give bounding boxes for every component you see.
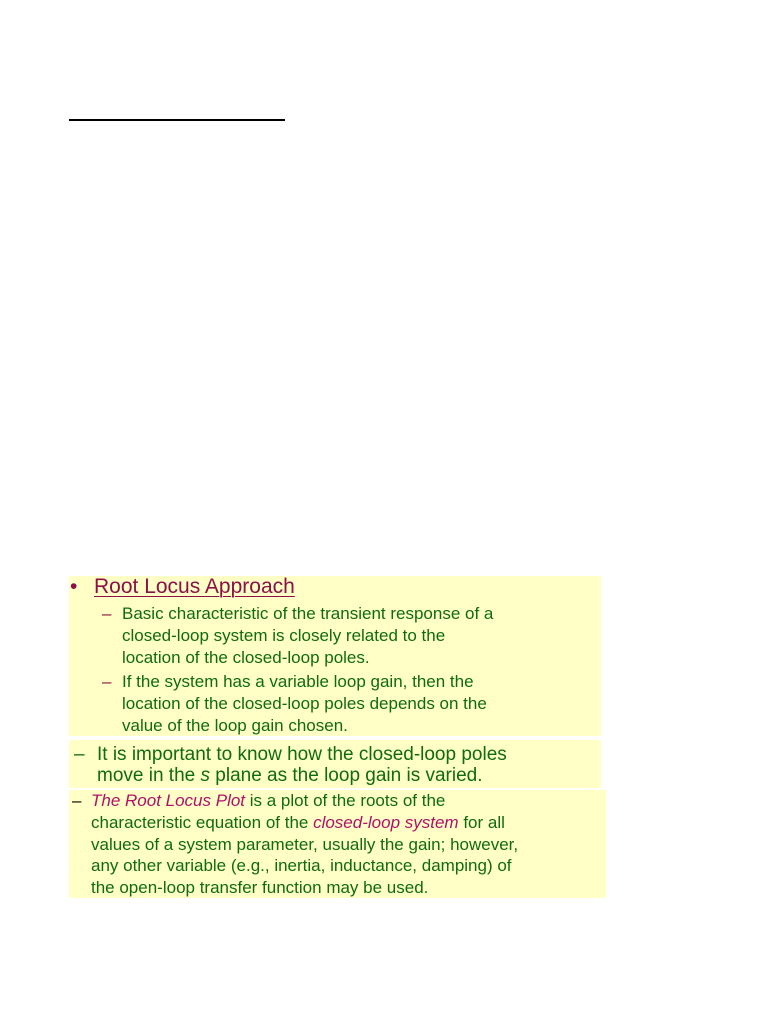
definition-line-3: values of a system parameter, usually the gain; however,	[91, 835, 519, 854]
important-line-1: It is important to know how the closed-loop poles	[97, 744, 507, 765]
sub-item-2-line-3: value of the loop gain chosen.	[122, 716, 348, 735]
root-locus-plot-term: The Root Locus Plot	[91, 791, 246, 810]
definition-line-5: the open-loop transfer function may be used.	[91, 878, 429, 897]
dash-marker: –	[74, 744, 85, 765]
closed-loop-system-term: closed-loop system	[313, 813, 459, 832]
definition-line-2: characteristic equation of the closed-loop system for all	[91, 813, 505, 832]
important-line-2: move in the s plane as the loop gain is varied.	[97, 765, 483, 786]
definition-line-4: any other variable (e.g., inertia, inductance, damping) of	[91, 856, 512, 875]
sub-item-2-line-2: location of the closed-loop poles depends on the	[122, 694, 487, 713]
definition-line-1: The Root Locus Plot is a plot of the roots of the	[91, 791, 446, 810]
sub-item-1-line-3: location of the closed-loop poles.	[122, 648, 370, 667]
top-rule	[69, 119, 285, 121]
sub-item-1-line-2: closed-loop system is closely related to the	[122, 626, 446, 645]
sub-item-2-line-1: If the system has a variable loop gain, then the	[122, 672, 474, 691]
section-heading: Root Locus Approach	[94, 575, 295, 598]
dash-marker: –	[102, 672, 112, 691]
sub-item-1-line-1: Basic characteristic of the transient response of a	[122, 604, 494, 623]
bullet-marker: •	[70, 575, 78, 598]
dash-marker: –	[102, 604, 112, 623]
s-variable: s	[200, 765, 210, 786]
dash-marker: –	[72, 791, 82, 810]
